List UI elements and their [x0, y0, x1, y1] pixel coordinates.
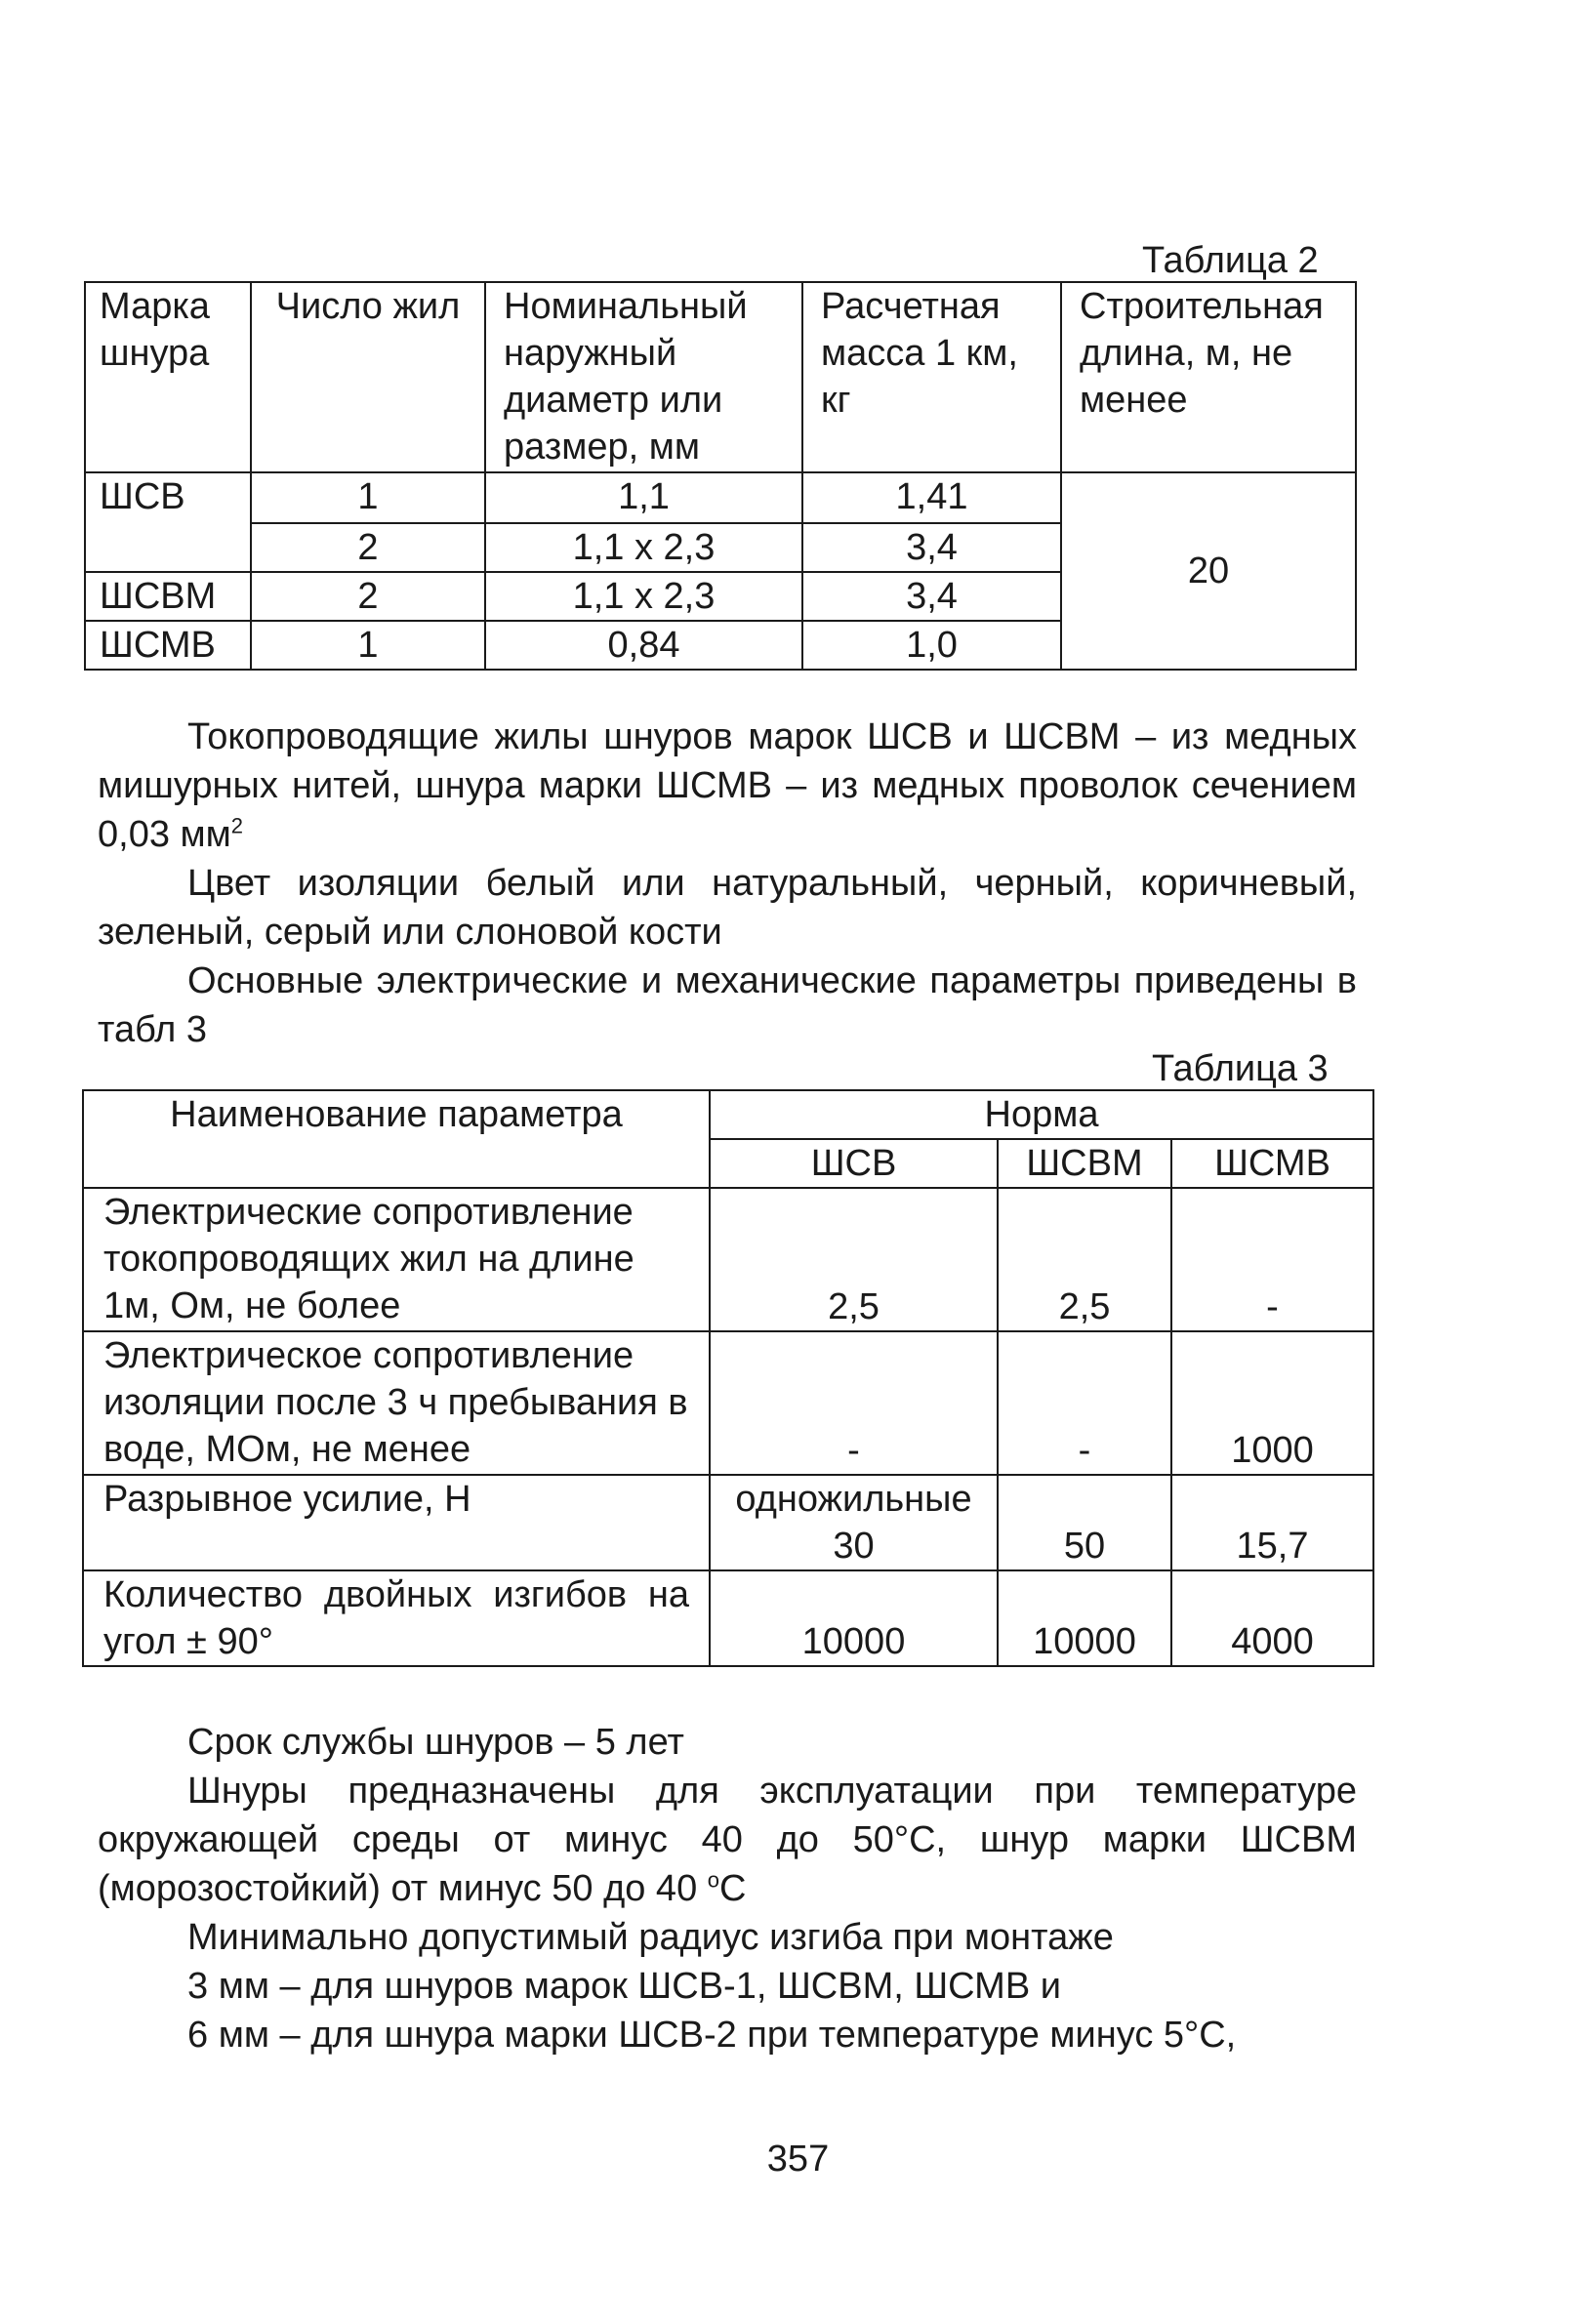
table3-value: 4000 [1171, 1570, 1373, 1666]
paragraph-insulation-color: Цвет изоляции белый или натуральный, черный, коричневый, зеленый, серый или слоновой кости [98, 863, 1357, 953]
table2-cell-diam: 1,1 [485, 472, 802, 523]
table2 [84, 281, 1357, 671]
table2-header-diam: Номинальный наружный диаметр или размер, мм [485, 282, 802, 472]
table-row [83, 1331, 1373, 1475]
table3-value: 15,7 [1171, 1475, 1373, 1570]
table2-cell-marka: ШСВМ [85, 572, 251, 621]
table3-note: одножильные [735, 1479, 972, 1520]
paragraph-bend-radius-3mm: 3 мм – для шнуров марок ШСВ-1, ШСВМ, ШСМВ и [187, 1966, 1061, 2007]
paragraph-conductors [98, 713, 1357, 859]
table2-caption: Таблица 2 [1142, 240, 1319, 281]
superscript: 2 [230, 813, 244, 838]
table3-param: Электрическое сопротивление изоляции после 3 ч пребывания в воде, МОм, не менее [83, 1331, 710, 1475]
table2-cell-chislo: 2 [251, 572, 485, 621]
paragraph-bend-radius: Минимально допустимый радиус изгиба при монтаже [187, 1917, 1114, 1958]
table3-param: Электрические сопротивление токопроводящих жил на длине 1м, Ом, не более [83, 1188, 710, 1331]
table3-header-param: Наименование параметра [83, 1090, 710, 1188]
table3-param: Разрывное усилие, Н [83, 1475, 710, 1570]
table2-cell-dlina: 20 [1061, 472, 1356, 670]
table3-value: - [998, 1331, 1171, 1475]
table3-value: 2,5 [710, 1188, 998, 1331]
table3-value: 2,5 [998, 1188, 1171, 1331]
table3-value: 1000 [1171, 1331, 1373, 1475]
table3-col-shsv: ШСВ [710, 1139, 998, 1188]
table3-param: Количество двойных изгибов на угол ± 90° [83, 1570, 710, 1666]
paragraph-parameters-ref: Основные электрические и механические параметры приведены в табл 3 [98, 960, 1357, 1050]
table-row [85, 472, 1356, 523]
table3-value: 10000 [710, 1570, 998, 1666]
table3-caption: Таблица 3 [1152, 1048, 1329, 1089]
paragraph-service-life: Срок службы шнуров – 5 лет [187, 1722, 684, 1763]
paragraph-temperature-text: Шнуры предназначены для эксплуатации при температуре окружающей среды от минус 40 до 50°С, шнур марки ШСВМ (морозостойкий) от минус 50 до 40 [98, 1771, 1357, 1909]
table2-header-massa: Расчетная масса 1 км, кг [802, 282, 1061, 472]
paragraph-bend-radius-6mm: 6 мм – для шнура марки ШСВ-2 при температуре минус 5°С, [187, 2015, 1237, 2056]
table2-cell-massa: 3,4 [802, 523, 1061, 572]
table2-header-marka: Марка шнура [85, 282, 251, 472]
table2-cell-massa: 1,0 [802, 621, 1061, 670]
paragraph-temperature-tail: С [719, 1868, 747, 1909]
table2-cell-diam: 1,1 x 2,3 [485, 572, 802, 621]
table2-cell-massa: 3,4 [802, 572, 1061, 621]
table2-cell-chislo: 1 [251, 472, 485, 523]
table2-header-dlina: Строительная длина, м, не менее [1061, 282, 1356, 472]
text-block-2 [98, 1718, 1357, 2059]
table2-cell-marka [85, 523, 251, 572]
table3-value-with-note [710, 1475, 998, 1570]
table3-value: 50 [998, 1475, 1171, 1570]
table-row [83, 1475, 1373, 1570]
superscript: о [707, 1867, 720, 1893]
table3-col-shsvm: ШСВМ [998, 1139, 1171, 1188]
table3-header-norma: Норма [710, 1090, 1373, 1139]
table3-value: 10000 [998, 1570, 1171, 1666]
table2-cell-chislo: 1 [251, 621, 485, 670]
table2-cell-diam: 0,84 [485, 621, 802, 670]
table-row [83, 1188, 1373, 1331]
table2-cell-marka: ШСВ [85, 472, 251, 523]
table2-cell-marka: ШСМВ [85, 621, 251, 670]
table3-col-shsmv: ШСМВ [1171, 1139, 1373, 1188]
text-block-1 [98, 713, 1357, 1054]
table3 [82, 1089, 1374, 1667]
table2-cell-diam: 1,1 x 2,3 [485, 523, 802, 572]
table2-cell-massa: 1,41 [802, 472, 1061, 523]
table3-value: - [710, 1331, 998, 1475]
table3-value: 30 [833, 1526, 875, 1567]
table2-cell-chislo: 2 [251, 523, 485, 572]
table2-header-chislo: Число жил [251, 282, 485, 472]
table2-header-row [85, 282, 1356, 472]
table-row [83, 1570, 1373, 1666]
table3-value: - [1171, 1188, 1373, 1331]
page-number: 357 [766, 2139, 830, 2180]
paragraph-conductors-text: Токопроводящие жилы шнуров марок ШСВ и ШСВМ – из медных мишурных нитей, шнура марки ШСМВ – из медных проволок сечением 0,03 мм [98, 716, 1357, 855]
paragraph-temperature [98, 1767, 1357, 1913]
table3-header-row [83, 1090, 1373, 1139]
